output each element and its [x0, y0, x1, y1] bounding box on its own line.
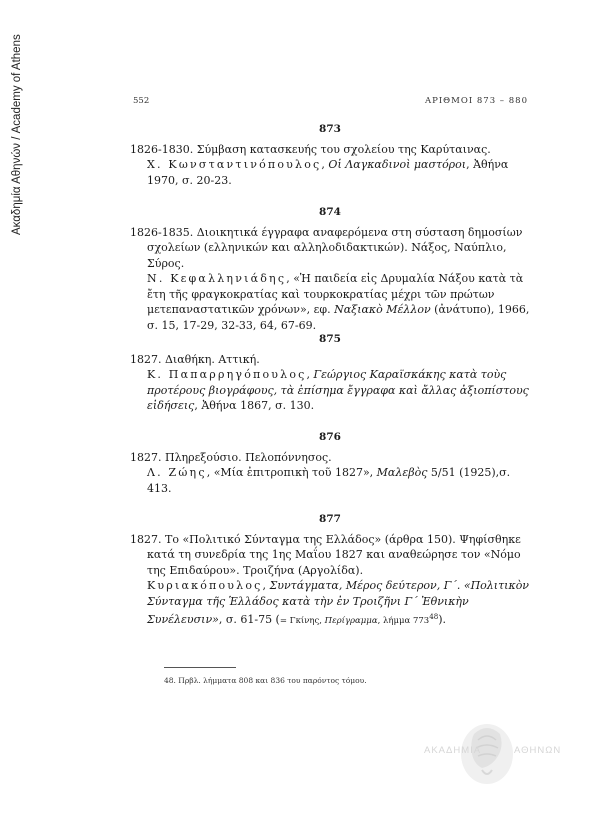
footnote-marker: 48	[429, 612, 439, 621]
cross-reference: = Γκίνης, Περίγραμμα, λήμμα $773^{48}$	[279, 612, 439, 626]
source-middle: ,	[262, 579, 270, 592]
source-rest: (ἀνάτυπο), 1966, σ. 15, 17-29, 32-33, 64, 67-69.	[147, 303, 530, 332]
entry-876	[130, 430, 530, 496]
entry-number: 873	[319, 123, 341, 135]
source-title: Ναξιακὸ Μέλλον	[334, 303, 431, 316]
entry-number: 874	[319, 206, 341, 218]
entry-source	[130, 271, 530, 333]
entry-source: Κυριακόπουλος, Συντάγματα, Μέρος δεύτερον, Γ΄. «Πολιτικὸν Σύνταγμα τῆς Ἑλλάδος κατὰ τὴν ἐν Τροιζῆνι Γ΄ Ἐθνικὴν Συνέλευσιν», σ. 61-75 (= Γκίνης, Περίγραμμα, λήμμα $773^{48}$).	[147, 579, 529, 626]
entry-875	[130, 332, 530, 414]
footnote-divider	[164, 667, 236, 668]
source-author: Χ. Κωνσταντινόπουλος	[147, 158, 322, 171]
source-title: Μαλεβὸς	[376, 466, 428, 479]
entry-874	[130, 205, 530, 333]
page-number: 552	[133, 96, 150, 106]
running-title: ΑΡΙΘΜΟΙ 873 – 880	[424, 96, 528, 106]
entry-number: 876	[319, 431, 341, 443]
entry-source: Κ. Παπαρρηγόπουλος, Γεώργιος Καραϊσκάκης κατὰ τοὺς προτέρους βιογράφους, τὰ ἐπίσημα ἔγγραφα καὶ ἄλλας ἀξιοπίστους εἰδήσεις, Ἀθήνα 1867, σ. 130.	[147, 368, 529, 412]
source-author: Λ. Ζώης	[147, 466, 207, 479]
side-watermark: Ακαδημία Αθηνών / Academy of Athens	[11, 34, 23, 235]
source-middle: , «Ἡ παιδεία εἰς Δρυμαλία Νάξου κατὰ τὰ ἔτη τῆς φραγκοκρατίας καὶ τουρκοκρατίας μέχρι τῶν πρώτων μετεπαναστατικῶν χρόνων», εφ.	[147, 272, 524, 316]
source-rest: , Ἀθήνα 1970, σ. 20-23.	[147, 158, 509, 187]
entry-877	[130, 512, 530, 629]
footnote: 48. Πρβλ. λήμματα 808 και 836 του παρόντος τόμου.	[164, 676, 367, 685]
entry-description: 1827. Πληρεξούσιο. Πελοπόννησος.	[130, 450, 332, 464]
source-title: Γεώργιος Καραϊσκάκης κατὰ τοὺς προτέρους βιογράφους, τὰ ἐπίσημα ἔγγραφα καὶ ἄλλας ἀξιοπίστους εἰδήσεις	[147, 368, 529, 412]
entry-number: 877	[319, 513, 341, 525]
source-author: Ν. Κεφαλληνιάδης	[147, 272, 287, 285]
entry-873	[130, 122, 530, 188]
logo-text-left: ΑΚΑΔΗΜΙΑ	[424, 745, 482, 756]
source-author: Κ. Παπαρρηγόπουλος	[147, 368, 307, 381]
entry-description: 1827. Διαθήκη. Αττική.	[130, 352, 260, 366]
source-title: Συντάγματα, Μέρος δεύτερον, Γ΄. «Πολιτικὸν Σύνταγμα τῆς Ἑλλάδος κατὰ τὴν ἐν Τροιζῆνι Γ΄ Ἐθνικὴν Συνέλευσιν»	[147, 579, 529, 626]
entry-description: 1827. Το «Πολιτικό Σύνταγμα της Ελλάδος» (άρθρα 150). Ψηφίσθηκε κατά τη συνεδρία της 1ης Μαΐου 1827 και αναθεώρησε τον «Νόμο της Επιδαύρου». Τροιζήνα (Αργολίδα).	[130, 532, 521, 577]
source-rest: , Ἀθήνα 1867, σ. 130.	[194, 399, 315, 412]
source-author: Κυριακόπουλος	[147, 579, 263, 592]
source-middle: , «Μία ἐπιτροπικὴ τοῦ 1827»,	[206, 466, 377, 479]
source-rest: , σ. 61-75 (	[218, 612, 280, 626]
entry-source	[130, 465, 530, 496]
logo-text-right: ΑΘΗΝΩΝ	[514, 745, 562, 756]
source-title: Οἱ Λαγκαδινοὶ μαστόροι	[328, 158, 467, 171]
entry-source: Χ. Κωνσταντινόπουλος, Οἱ Λαγκαδινοὶ μαστόροι, Ἀθήνα 1970, σ. 20-23.	[147, 158, 509, 187]
entry-description: 1826-1835. Διοικητικά έγγραφα αναφερόμενα στη σύσταση δημοσίων σχολείων (ελληνικών και αλληλοδιδακτικών). Νάξος, Ναύπλιο, Σύρος.	[130, 225, 523, 270]
source-rest: 5/51 (1925),σ. 413.	[147, 466, 511, 495]
entry-description: 1826-1830. Σύμβαση κατασκευής του σχολείου της Καρύταινας.	[130, 142, 491, 156]
entry-number: 875	[319, 333, 341, 345]
